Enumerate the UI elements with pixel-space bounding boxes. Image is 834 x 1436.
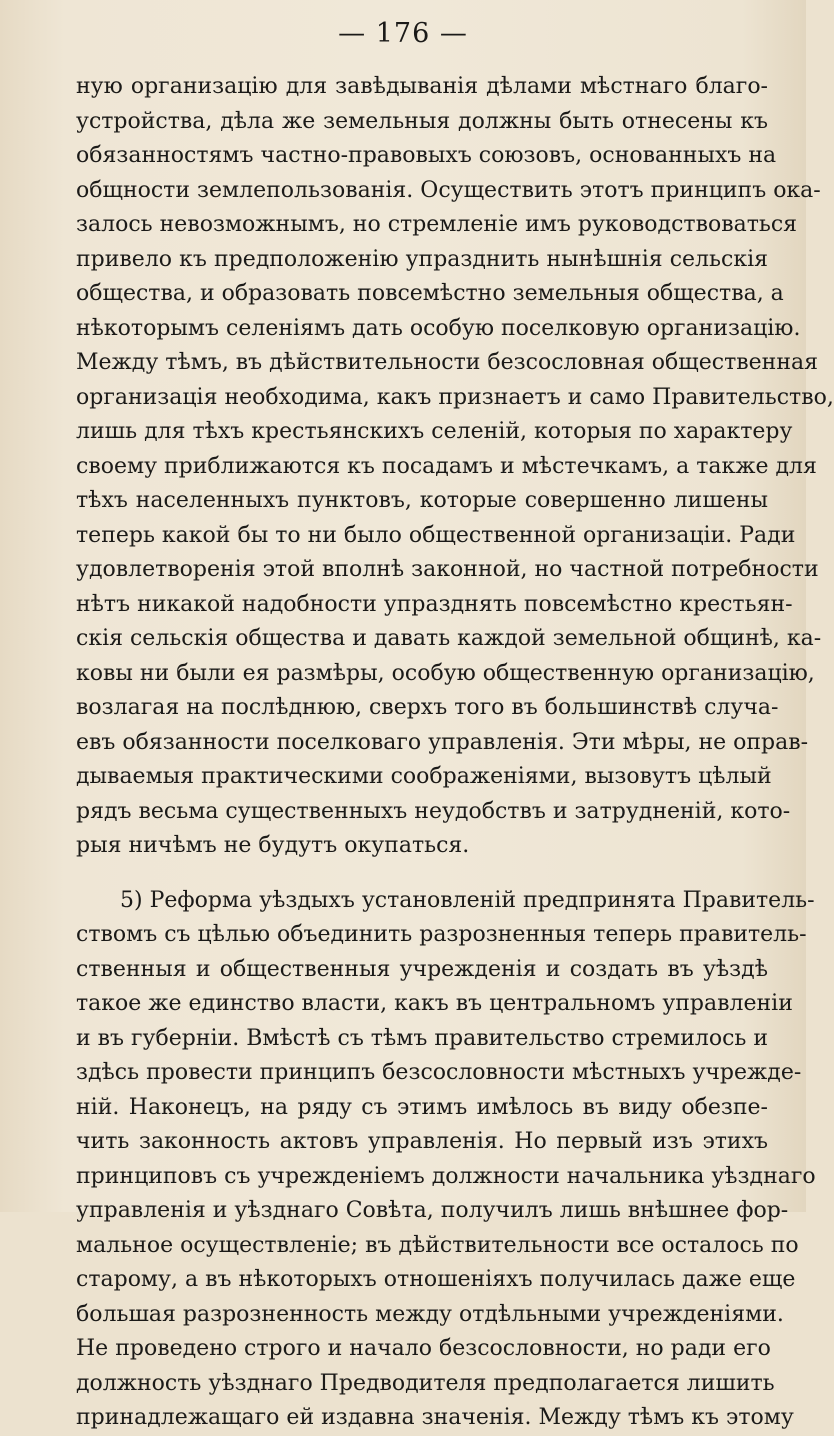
text-line: ную организацію для завѣдыванія дѣлами мѣстнаго благо- (76, 74, 768, 99)
text-line: евъ обязанности поселковаго управленія. Эти мѣры, не оправ- (76, 729, 809, 755)
text-line: привело къ предположенію упразднить нынѣшнія сельскія (76, 246, 768, 272)
text-line: принциповъ съ учрежденіемъ должности начальника уѣзднаго (76, 1163, 816, 1189)
text-line: залось невозможнымъ, но стремленіе имъ руководствоваться (76, 212, 798, 237)
text-line: тѣхъ населенныхъ пунктовъ, которые совершенно лишены (76, 488, 768, 513)
text-line: скія сельскія общества и давать каждой земельной общинѣ, ка- (76, 626, 822, 651)
text-line: Между тѣмъ, въ дѣйствительности безсословная общественная (76, 350, 818, 375)
text-line: мальное осуществленіе; въ дѣйствительности все осталось по (76, 1232, 799, 1258)
text-line: своему приближаются къ посадамъ и мѣстечкамъ, а также для (76, 453, 817, 479)
text-line: большая разрозненность между отдѣльными учрежденіями. (76, 1301, 784, 1327)
text-line: общества, и образовать повсемѣстно земельныя общества, а (76, 281, 784, 306)
text-line: устройства, дѣла же земельныя должны быть отнесены къ (76, 108, 768, 134)
text-line: принадлежащаго ей издавна значенія. Между тѣмъ къ этому (76, 1405, 794, 1430)
text-line: удовлетворенія этой вполнѣ законной, но частной потребности (76, 557, 819, 582)
text-line: ній. Наконецъ, на ряду съ этимъ имѣлось въ виду обезпе- (76, 1094, 768, 1120)
text-line: обязанностямъ частно-правовыхъ союзовъ, основанныхъ на (76, 143, 777, 168)
text-line: лишь для тѣхъ крестьянскихъ селеній, которыя по характеру (76, 419, 793, 444)
text-line: такое же единство власти, какъ въ центральномъ управленіи (76, 991, 793, 1016)
text-line: организація необходима, какъ признаетъ и само Правительство, (76, 384, 834, 410)
text-line: рыя ничѣмъ не будутъ окупаться. (76, 833, 470, 858)
text-line: теперь какой бы то ни было общественной организаціи. Ради (76, 522, 796, 548)
text-line: старому, а въ нѣкоторыхъ отношеніяхъ получилась даже еще (76, 1267, 796, 1292)
text-line: возлагая на послѣднюю, сверхъ того въ большинствѣ случа- (76, 695, 779, 720)
paragraph-gap (76, 864, 768, 884)
text-line: ственныя и общественныя учрежденія и создать въ уѣздѣ (76, 956, 768, 982)
text-line: ствомъ съ цѣлью объединить разрозненныя теперь правитель- (76, 922, 807, 947)
text-line: чить законность актовъ управленія. Но первый изъ этихъ (76, 1129, 768, 1154)
text-line: должность уѣзднаго Предводителя предполагается лишить (76, 1370, 775, 1396)
text-line: нѣкоторымъ селеніямъ дать особую поселковую организацію. (76, 315, 801, 341)
body-text (76, 70, 834, 1436)
text-line: дываемыя практическими соображеніями, вызовутъ цѣлый (76, 764, 772, 789)
text-line: общности землепользованія. Осуществить этотъ принципъ ока- (76, 177, 821, 203)
paragraph-1 (76, 70, 834, 864)
text-line: нѣтъ никакой надобности упразднять повсемѣстно крестьян- (76, 591, 793, 617)
text-line: Не проведено строго и начало безсословности, но ради его (76, 1336, 771, 1361)
text-line: управленія и уѣзднаго Совѣта, получилъ лишь внѣшнее фор- (76, 1198, 789, 1223)
text-line: 5) Реформа уѣздыхъ установленій предпринята Правитель- (120, 887, 815, 913)
text-line: и въ губерніи. Вмѣстѣ съ тѣмъ правительство стремилось и (76, 1025, 769, 1051)
page-number: — 176 — (338, 18, 468, 49)
paragraph-2 (76, 884, 816, 1436)
text-line: ковы ни были ея размѣры, особую общественную организацію, (76, 660, 815, 686)
text-line: рядъ весьма существенныхъ неудобствъ и затрудненій, кото- (76, 798, 791, 824)
text-line: здѣсь провести принципъ безсословности мѣстныхъ учрежде- (76, 1060, 802, 1085)
